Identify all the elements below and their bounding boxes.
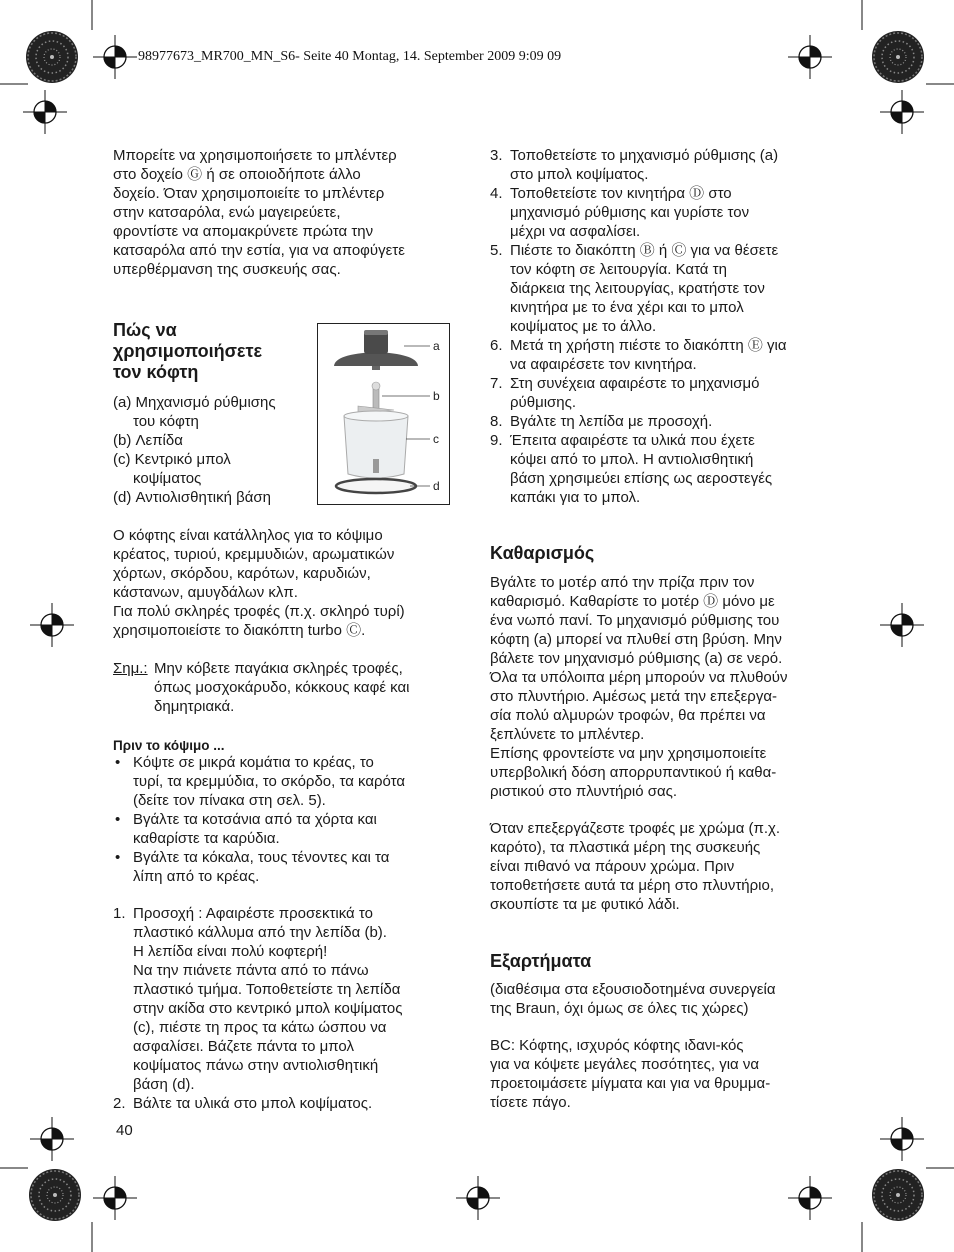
figure-label-d: d [433,479,440,493]
list-item: • Βγάλτε τα κοτσάνια από τα χόρτα και καθαρίστε τα καρύδια. [113,810,463,848]
figure-label-a: a [433,339,440,353]
cleaning-paragraph-2: Όταν επεξεργάζεστε τροφές με χρώμα (π.χ. καρότο), τα πλαστικά μέρη της συσκευής είναι πιθανό να πάρουν χρώμα. Πριν τοποθετήσετε αυτά τα μέρη στο πλυντήριο, σκουπίστε τα με φυτικό λάδι. [490,820,781,913]
page-number: 40 [116,1122,133,1139]
accessories-paragraph-2: BC: Κόφτης, ισχυρός κόφτης ιδανι-κός για να κόψετε μεγάλες ποσότητες, για να προετοιμάσετε μίγματα και για να θρυμμα- τίσετε πάγο. [490,1037,771,1111]
left-column [113,146,463,279]
before-cutting-heading: Πριν το κόψιμο ... [113,738,225,753]
list-item: • Κόψτε σε μικρά κομάτια το κρέας, το τυρί, τα κρεμμύδια, το σκόρδο, τα καρότα (δείτε τον πίνακα στη σελ. 5). [113,753,463,810]
before-cutting-list [113,753,463,886]
list-item: • Βγάλτε τα κόκαλα, τους τένοντες και τα λίπη από το κρέας. [113,848,463,886]
step-item: 8. Βγάλτε τη λεπίδα με προσοχή. [490,413,713,430]
accessories-heading: Εξαρτήματα [490,951,592,971]
cleaning-heading: Καθαρισμός [490,543,595,563]
accessories-paragraph-1: (διαθέσιμα στα εξουσιοδοτημένα συνεργεία της Braun, όχι όμως σε όλες τις χώρες) [490,981,776,1017]
step-item: 6. Μετά τη χρήστη πιέστε το διακόπτη Ⓔ για να αφαιρέσετε τον κινητήρα. [490,337,787,373]
step-item: 5. Πιέστε το διακόπτη Ⓑ ή Ⓒ για να θέσετε τον κόφτη σε λειτουργία. Κατά τη διάρκεια της λειτουργίας, κρατήστε τον κινητήρα με το ένα χέρι και το μπολ κοψίματος με το άλλο. [490,242,779,335]
print-header: 98977673_MR700_MN_S6- Seite 40 Montag, 14. September 2009 9:09 09 [138,49,562,64]
chopper-illustration [318,324,449,504]
steps-left [113,904,463,1113]
step-item: 2. Βάλτε τα υλικά στο μπολ κοψίματος. [113,1095,373,1112]
chopper-figure [317,323,450,505]
step-item: 1. Προσοχή : Αφαιρέστε προσεκτικά το πλαστικό κάλλυμα από την λεπίδα (b). Η λεπίδα είναι πολύ κοφτερή! Να την πιάνετε πάντα από το πάνω πλαστικό τμήμα. Τοποθετείστε τη λεπίδα στην ακίδα στο κεντρικό μπολ κοψίματος (c), πιέστε τη προς τα κάτω ώσπου να ασφαλίσει. Βάζετε πάντα το μπολ κοψίματος πάνω στην αντιολισθητική βάση (d). [113,905,403,1093]
cleaning-paragraph-1: Βγάλτε το μοτέρ από την πρίζα πριν τον καθαρισμό. Καθαρίστε το μοτέρ Ⓓ μόνο με ένα νωπό πανί. Το μηχανισμό ρύθμισης του κόφτη (a) μπορεί να πλυθεί στη βρύση. Μην βάλετε τον μηχανισμό ρύθμισης (a) σε νερό. Όλα τα υπόλοιπα μέρη μπορούν να πλυθούν στο πλυντήριο. Αμέσως μετά την επεξεργα- σία πολύ αλμυρών τροφών, θα πρέπει να ξεπλύνετε το μπλέντερ. Επίσης φροντείστε να μην χρησιμοποιείτε υπερβολική δόση απορρυπαντικού ή καθα- ριστικού στο πλυντήριό σας. [490,574,788,800]
step-item: 4. Τοποθετείστε τον κινητήρα Ⓓ στο μηχανισμό ρύθμισης και γυρίστε τον μέχρι να ασφαλίσει. [490,185,750,240]
figure-label-b: b [433,389,440,403]
step-item: 9. Έπειτα αφαιρέστε τα υλικά που έχετε κόψει από το μπολ. Η αντιολισθητική βάση χρησιμεύει επίσης ως αεροστεγές καπάκι για το μπολ. [490,432,773,506]
suitable-paragraph: Ο κόφτης είναι κατάλληλος για το κόψιμο κρέατος, τυριού, κρεμμυδιών, αρωματικών χόρτων, σκόρδου, καρότων, καρυδιών, κάστανων, αμυγδάλων κλπ. Για πολύ σκληρές τροφές (π.χ. σκληρό τυρί) χρησιμοποιείστε το διακόπτη turbo Ⓒ. [113,527,405,639]
note-label: Σημ.: [113,660,148,677]
figure-label-c: c [433,432,439,446]
intro-paragraph: Μπορείτε να χρησιμοποιήσετε το μπλέντερ στο δοχείο Ⓖ ή σε οποιοδήποτε άλλο δοχείο. Όταν χρησιμοποιείτε το μπλέντερ στην κατσαρόλα, ενώ μαγειρεύετε, φροντίστε να απομακρύνετε πρώτα την κατσαρόλα από την εστία, για να αποφύγετε υπερθέρμανση της συσκευής σας. [113,147,405,278]
step-item: 3. Τοποθετείστε το μηχανισμό ρύθμισης (a) στο μπολ κοψίματος. [490,147,779,183]
note: Σημ.: Μην κόβετε παγάκια σκληρές τροφές, όπως μοσχοκάρυδο, κόκκους καφέ και δημητριακά. [113,660,410,715]
section-heading-how-to-use: Πώς να χρησιμοποιήσετε τον κόφτη [113,320,263,382]
step-item: 7. Στη συνέχεια αφαιρέστε το μηχανισμό ρύθμισης. [490,375,760,411]
steps-right [490,146,850,507]
parts-list: (a) Μηχανισμό ρύθμισης του κόφτη (b) Λεπίδα (c) Κεντρικό μπολ κοψίματος (d) Αντιολισθητική βάση [113,394,276,506]
